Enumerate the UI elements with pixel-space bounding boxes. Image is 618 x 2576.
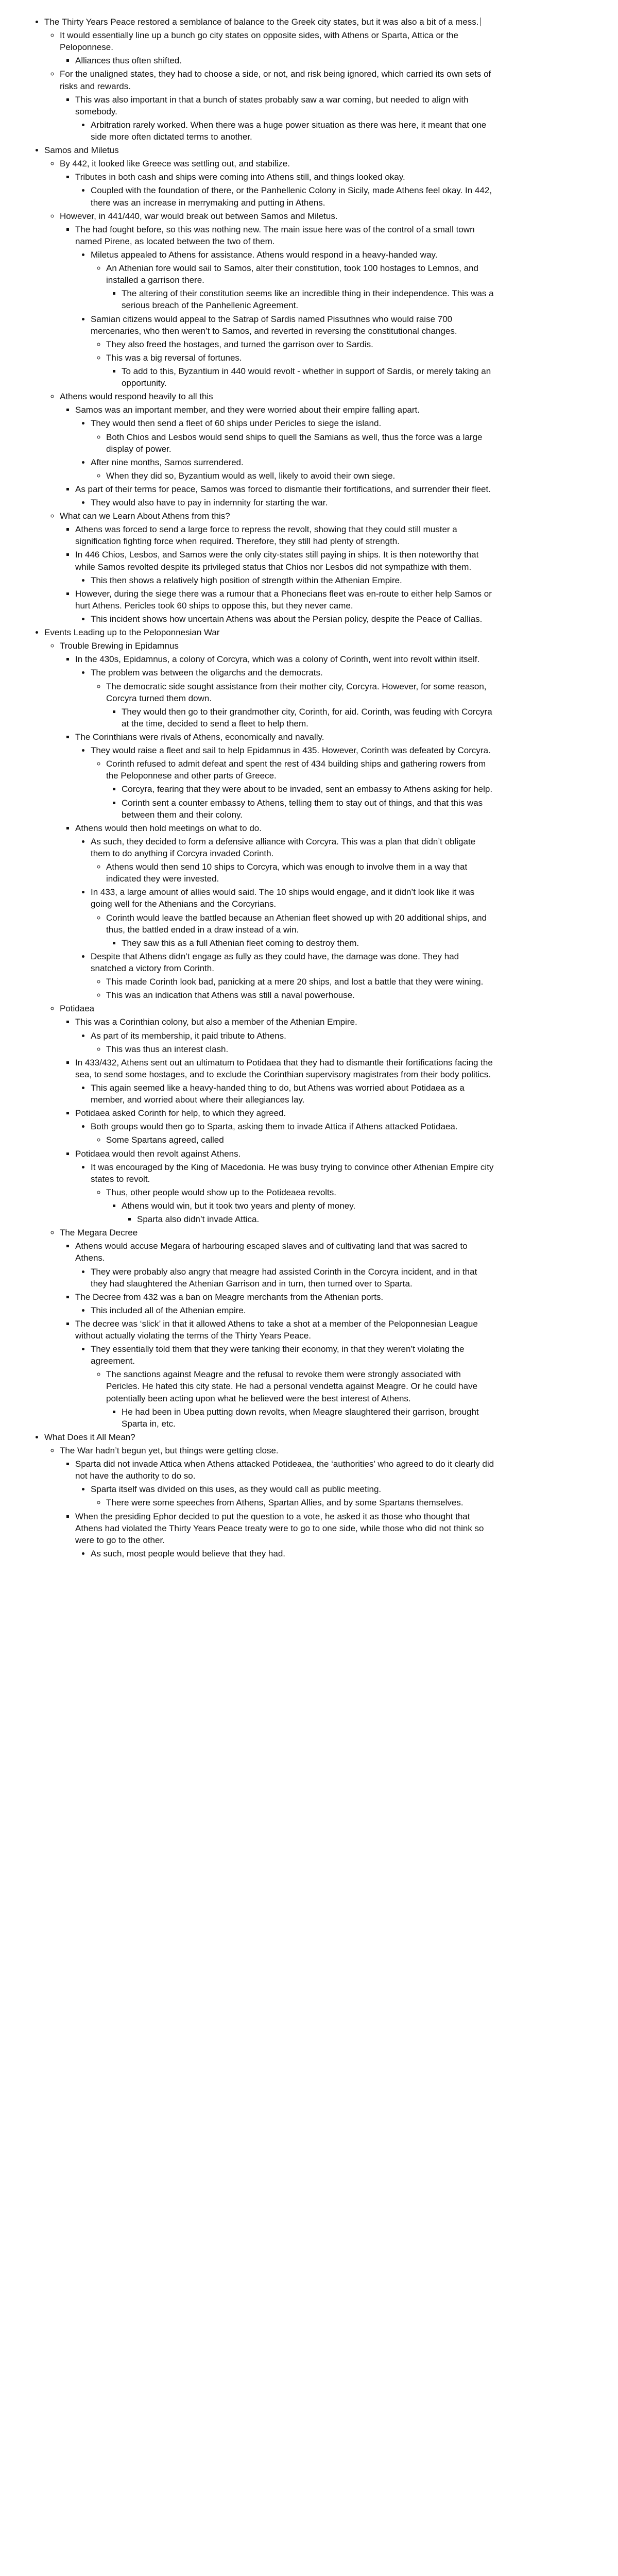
outline-sublist xyxy=(60,55,494,66)
outline-item-level-1 xyxy=(60,510,494,625)
outline-item-level-3 xyxy=(91,1082,494,1106)
outline-item-text[interactable]: As such, most people would believe that they had. xyxy=(91,1548,286,1558)
outline-item-text[interactable]: They were probably also angry that meagre had assisted Corinth in the Corcyra incident, and in that they had slaughtered the Athenian Garrison and in turn, then turned over to Sparta. xyxy=(91,1266,477,1289)
outline-item-level-2 xyxy=(75,1458,494,1509)
outline-item-level-3 xyxy=(91,456,494,482)
outline-item-level-2 xyxy=(75,731,494,821)
outline-item-text[interactable]: This included all of the Athenian empire. xyxy=(91,1305,246,1315)
outline-item-text[interactable]: Athens would then send 10 ships to Corcyra, which was enough to involve them in a way that indicated they were invested. xyxy=(106,862,468,884)
outline-sublist xyxy=(75,613,494,625)
outline-item-text[interactable]: As part of their terms for peace, Samos was forced to dismantle their fortifications, and surrender their fleet. xyxy=(75,484,491,494)
outline-sublist xyxy=(75,1161,494,1226)
outline-item-level-2 xyxy=(75,549,494,586)
outline-item-text[interactable]: They would raise a fleet and sail to help Epidamnus in 435. However, Corinth was defeated by Corcyra. xyxy=(91,745,491,756)
outline-sublist xyxy=(75,184,494,208)
outline-item-text[interactable]: Potidaea asked Corinth for help, to which they agreed. xyxy=(75,1108,286,1118)
outline-item-level-2 xyxy=(75,1318,494,1430)
outline-item-text[interactable]: The Megara Decree xyxy=(60,1228,138,1238)
outline-item-level-4 xyxy=(106,1497,494,1509)
outline-item-level-4 xyxy=(106,861,494,885)
outline-item-text[interactable]: The Thirty Years Peace restored a semblance of balance to the Greek city states, but it was also a bit of a mess. xyxy=(44,17,479,27)
outline-sublist xyxy=(106,783,494,820)
outline-item-level-0 xyxy=(44,626,494,1430)
outline-item-level-2 xyxy=(75,523,494,547)
outline-item-text[interactable]: This was a big reversal of fortunes. xyxy=(106,352,242,363)
outline-item-level-3 xyxy=(91,951,494,1001)
outline-item-level-4 xyxy=(106,912,494,949)
outline-item-text[interactable]: To add to this, Byzantium in 440 would revolt - whether in support of Sardis, or merely taking an opportunity. xyxy=(122,366,491,388)
outline-item-level-2 xyxy=(75,224,494,389)
outline-sublist xyxy=(75,1121,494,1146)
outline-item-level-1 xyxy=(60,391,494,509)
outline-item-level-4 xyxy=(106,352,494,389)
outline-item-text[interactable]: It was encouraged by the King of Macedonia. He was busy trying to convince other Athenian Empire city states to revolt. xyxy=(91,1162,494,1184)
outline-item-level-3 xyxy=(91,1483,494,1509)
outline-item-text[interactable]: The decree was ‘slick’ in that it allowed Athens to take a shot at a member of the Peloponnesian League without actually violating the terms of the Thirty Years Peace. xyxy=(75,1318,478,1341)
outline-item-text[interactable]: This was an indication that Athens was still a naval powerhouse. xyxy=(106,990,355,1001)
outline-sublist xyxy=(106,287,494,311)
outline-sublist xyxy=(91,338,494,389)
outline-item-text[interactable]: Sparta did not invade Attica when Athens attacked Potideaea, the ‘authorities’ who agreed to do it clearly did not have the authority to do so. xyxy=(75,1459,494,1481)
outline-sublist xyxy=(91,758,494,821)
outline-item-text[interactable]: This again seemed like a heavy-handed thing to do, but Athens was worried about Potidaea as a member, and worried about where their allegiances lay. xyxy=(91,1082,465,1105)
outline-item-level-5 xyxy=(122,287,494,311)
outline-sublist xyxy=(75,1304,494,1316)
outline-sublist xyxy=(91,470,494,482)
outline-sublist xyxy=(122,1213,494,1225)
outline-item-level-4 xyxy=(106,681,494,730)
outline-item-text[interactable]: When the presiding Ephor decided to put the question to a vote, he asked it as those who thought that Athens had violated the Thirty Years Peace treaty were to go to one side, while those who did not think so were to go to the other. xyxy=(75,1511,484,1545)
outline-item-level-3 xyxy=(91,574,494,586)
outline-sublist xyxy=(44,640,494,1430)
outline-item-text[interactable]: Sparta itself was divided on this uses, as they would call as public meeting. xyxy=(91,1484,382,1495)
outline-sublist xyxy=(44,158,494,625)
outline-sublist xyxy=(44,29,494,143)
outline-item-text[interactable]: After nine months, Samos surrendered. xyxy=(91,457,244,467)
outline-item-level-3 xyxy=(91,417,494,454)
outline-item-text[interactable]: What can we Learn About Athens from this? xyxy=(60,511,230,521)
outline-item-text[interactable]: The altering of their constitution seems like an incredible thing in their independence. This was a serious breach of the Panhellenic Agreement. xyxy=(122,289,494,311)
outline-item-text[interactable]: This was a Corinthian colony, but also a member of the Athenian Empire. xyxy=(75,1017,357,1027)
outline-item-text[interactable]: They would then send a fleet of 60 ships under Pericles to siege the island. xyxy=(91,418,382,429)
outline-item-text[interactable]: The problem was between the oligarchs and the democrats. xyxy=(91,668,323,678)
outline-sublist xyxy=(91,912,494,949)
outline-item-level-2 xyxy=(75,1016,494,1055)
outline-item-level-1 xyxy=(60,210,494,389)
outline-item-level-3 xyxy=(91,313,494,389)
outline-sublist xyxy=(60,653,494,1001)
outline-sublist xyxy=(106,937,494,949)
outline-item-level-3 xyxy=(91,1161,494,1226)
outline-item-text[interactable]: This was thus an interest clash. xyxy=(106,1044,229,1054)
outline-item-text[interactable]: This then shows a relatively high position of strength within the Athenian Empire. xyxy=(91,575,402,585)
outline-item-level-4 xyxy=(106,1134,494,1146)
outline-sublist xyxy=(75,1030,494,1055)
outline-item-text[interactable]: In 433, a large amount of allies would said. The 10 ships would engage, and it didn’t look like it was going well for the Athenians and the Corcyrians. xyxy=(91,887,475,909)
outline-sublist xyxy=(75,1548,494,1560)
outline-item-level-4 xyxy=(106,989,494,1001)
outline-item-text[interactable]: Athens would accuse Megara of harbouring escaped slaves and of cultivating land that was sacred to Athens. xyxy=(75,1241,468,1263)
outline-item-text[interactable]: The had fought before, so this was nothing new. The main issue here was of the control of a small town named Pirene, as located between the two of them. xyxy=(75,224,475,246)
outline-item-text[interactable]: Corinth sent a counter embassy to Athens, telling them to stay out of things, and that this was between them and their colony. xyxy=(122,798,483,820)
outline-sublist xyxy=(91,1368,494,1430)
outline-sublist xyxy=(75,1483,494,1509)
outline-item-level-2 xyxy=(75,822,494,1002)
outline-sublist xyxy=(75,574,494,586)
outline-item-level-2 xyxy=(75,1291,494,1316)
outline-item-level-4 xyxy=(106,976,494,988)
outline-item-level-0 xyxy=(44,144,494,625)
outline-sublist xyxy=(60,94,494,143)
outline-item-text[interactable]: The Decree from 432 was a ban on Meagre merchants from the Athenian ports. xyxy=(75,1292,384,1302)
outline-item-text[interactable]: This incident shows how uncertain Athens was about the Persian policy, despite the Peace of Callias. xyxy=(91,614,483,624)
outline-sublist xyxy=(91,1187,494,1225)
outline-item-level-0 xyxy=(44,1431,494,1560)
outline-item-level-2 xyxy=(75,483,494,509)
outline-sublist xyxy=(75,744,494,821)
outline-item-level-3 xyxy=(91,886,494,949)
outline-sublist xyxy=(75,119,494,143)
outline-item-text[interactable]: They essentially told them that they were tanking their economy, in that they weren’t violating the agreement. xyxy=(91,1344,465,1366)
outline-item-text[interactable]: Samos and Miletus xyxy=(44,145,119,156)
outline-sublist xyxy=(60,171,494,208)
outline-sublist xyxy=(60,1016,494,1225)
outline-item-level-3 xyxy=(91,1266,494,1290)
outline-item-text[interactable]: Despite that Athens didn’t engage as fully as they could have, the damage was done. They had snatched a victory from Corinth. xyxy=(91,951,459,973)
outline-item-text[interactable]: Both groups would then go to Sparta, asking them to invade Attica if Athens attacked Potidaea. xyxy=(91,1122,458,1132)
outline-item-text[interactable]: It would essentially line up a bunch go city states on opposite sides, with Athens or Sparta, Attica or the Peloponnese. xyxy=(60,30,458,53)
outline-item-text[interactable]: When they did so, Byzantium would as well, likely to avoid their own siege. xyxy=(106,470,396,481)
outline-item-text[interactable]: Potidaea xyxy=(60,1004,95,1014)
outline-item-level-4 xyxy=(106,338,494,350)
outline-item-text[interactable]: What Does it All Mean? xyxy=(44,1432,135,1442)
outline-sublist xyxy=(75,249,494,389)
outline-item-text[interactable]: Corcyra, fearing that they were about to be invaded, sent an embassy to Athens asking for help. xyxy=(122,784,493,794)
outline-sublist xyxy=(75,417,494,482)
outline-item-level-3 xyxy=(91,836,494,885)
outline-sublist xyxy=(91,1134,494,1146)
outline-item-level-5 xyxy=(122,937,494,949)
outline-item-level-2 xyxy=(75,1057,494,1106)
outline-item-level-1 xyxy=(60,1445,494,1560)
outline-item-text[interactable]: Tributes in both cash and ships were coming into Athens still, and things looked okay. xyxy=(75,172,405,182)
outline-item-text[interactable]: Thus, other people would show up to the Potideaea revolts. xyxy=(106,1187,337,1197)
outline-item-text[interactable]: In the 430s, Epidamnus, a colony of Corcyra, which was a colony of Corinth, went into revolt within itself. xyxy=(75,654,480,665)
outline-item-level-3 xyxy=(91,497,494,509)
outline-item-level-5 xyxy=(122,1406,494,1430)
outline-item-level-2 xyxy=(75,404,494,482)
outline-item-text[interactable]: They would then go to their grandmother city, Corinth, for aid. Corinth, was feuding with Corcyra at the time, decided to send a fleet to help them. xyxy=(122,706,492,728)
outline-sublist xyxy=(91,1497,494,1509)
outline-sublist xyxy=(75,836,494,1001)
outline-item-level-2 xyxy=(75,653,494,730)
outline-item-text[interactable]: Athens would then hold meetings on what to do. xyxy=(75,823,262,833)
outline-sublist xyxy=(75,1082,494,1106)
outline-item-level-6 xyxy=(137,1213,494,1225)
outline-item-text[interactable]: He had been in Ubea putting down revolts, when Meagre slaughtered their garrison, brought Sparta in, etc. xyxy=(122,1406,479,1429)
outline-item-text[interactable]: The War hadn’t begun yet, but things were getting close. xyxy=(60,1446,279,1456)
outline-item-text[interactable]: Samos was an important member, and they were worried about their empire falling apart. xyxy=(75,405,420,415)
outline-item-level-1 xyxy=(60,1003,494,1225)
outline-item-text[interactable]: However, in 441/440, war would break out between Samos and Miletus. xyxy=(60,211,338,221)
outline-item-level-2 xyxy=(75,588,494,625)
outline-sublist xyxy=(91,431,494,455)
outline-item-text[interactable]: They would also have to pay in indemnity for starting the war. xyxy=(91,498,328,508)
outline-item-level-2 xyxy=(75,1148,494,1226)
outline-item-text[interactable]: There were some speeches from Athens, Spartan Allies, and by some Spartans themselves. xyxy=(106,1498,464,1508)
outline-item-level-1 xyxy=(60,158,494,208)
outline-item-text[interactable]: They saw this as a full Athenian fleet coming to destroy them. xyxy=(122,938,359,948)
outline-item-text[interactable]: Corinth refused to admit defeat and spent the rest of 434 building ships and gathering rowers from the Peloponnese and other parts of Greece. xyxy=(106,759,486,781)
outline-item-text[interactable]: In 433/432, Athens sent out an ultimatum to Potidaea that they had to dismantle their fortifications facing the sea, to send some hostages, and to exclude the Corinthian supervisory magistrates from their body politics. xyxy=(75,1057,493,1079)
outline-item-level-3 xyxy=(91,184,494,208)
outline-sublist xyxy=(60,523,494,625)
outline-item-text[interactable]: Corinth would leave the battled because an Athenian fleet showed up with 20 additional ships, and thus, the battled ended in a draw instead of a win. xyxy=(106,912,487,935)
outline-sublist xyxy=(75,497,494,509)
outline-item-text[interactable]: Events Leading up to the Peloponnesian War xyxy=(44,628,220,638)
outline-sublist xyxy=(60,224,494,389)
outline-item-level-5 xyxy=(122,783,494,795)
outline-sublist xyxy=(75,667,494,730)
outline-sublist xyxy=(106,1200,494,1225)
outline-item-text[interactable]: For the unaligned states, they had to choose a side, or not, and risk being ignored, which carried its own sets of risks and rewards. xyxy=(60,69,491,91)
outline-sublist xyxy=(106,1406,494,1430)
outline-item-level-4 xyxy=(106,470,494,482)
outline-item-text[interactable]: Coupled with the foundation of there, or the Panhellenic Colony in Sicily, made Athens feel okay. In 442, there was an increase in merrymaking and putting in Athens. xyxy=(91,185,492,208)
outline-item-text[interactable]: Miletus appealed to Athens for assistance. Athens would respond in a heavy-handed way. xyxy=(91,249,438,260)
outline-item-text[interactable]: As part of its membership, it paid tribute to Athens. xyxy=(91,1030,286,1041)
outline-sublist xyxy=(44,1445,494,1560)
outline-item-text[interactable]: Potidaea would then revolt against Athens. xyxy=(75,1148,241,1159)
outline-item-level-0 xyxy=(44,16,494,143)
outline-sublist xyxy=(106,365,494,389)
outline-item-level-4 xyxy=(106,1187,494,1225)
outline-item-level-1 xyxy=(60,640,494,1001)
outline-sublist xyxy=(60,1458,494,1560)
outline-item-level-2 xyxy=(75,171,494,208)
outline-item-level-2 xyxy=(75,94,494,143)
outline-item-text[interactable]: Samian citizens would appeal to the Satrap of Sardis named Pissuthnes who would raise 700 mercenaries, who then weren’t to Samos, and reverted in reversing the constitutional changes. xyxy=(91,314,457,336)
outline-sublist xyxy=(106,706,494,730)
outline-item-level-1 xyxy=(60,29,494,66)
outline-item-text[interactable]: This was also important in that a bunch of states probably saw a war coming, but needed to align with somebody. xyxy=(75,94,469,116)
outline-list xyxy=(32,16,494,1560)
outline-item-level-2 xyxy=(75,1511,494,1560)
outline-item-text[interactable]: Both Chios and Lesbos would send ships to quell the Samians as well, thus the force was a large display of power. xyxy=(106,432,483,454)
outline-item-level-4 xyxy=(106,1043,494,1055)
outline-item-level-4 xyxy=(106,1368,494,1430)
outline-item-text[interactable]: Athens was forced to send a large force to repress the revolt, showing that they could still muster a signification fighting force when required. Therefore, they still had plenty of strength. xyxy=(75,524,457,547)
outline-item-level-5 xyxy=(122,1200,494,1225)
outline-item-level-1 xyxy=(60,68,494,143)
outline-item-text[interactable]: An Athenian fore would sail to Samos, alter their constitution, took 100 hostages to Lemnos, and installed a garrison there. xyxy=(106,263,478,285)
outline-item-level-4 xyxy=(106,758,494,821)
outline-item-level-3 xyxy=(91,613,494,625)
outline-item-level-3 xyxy=(91,1121,494,1146)
outline-sublist xyxy=(75,1343,494,1430)
outline-item-text[interactable]: Arbitration rarely worked. When there was a huge power situation as there was here, it meant that one side more often dictated terms to another. xyxy=(91,120,487,142)
outline-item-text[interactable]: This made Corinth look bad, panicking at a mere 20 ships, and lost a battle that they were wining. xyxy=(106,977,484,987)
outline-item-level-5 xyxy=(122,797,494,821)
outline-item-level-3 xyxy=(91,119,494,143)
outline-item-level-4 xyxy=(106,431,494,455)
outline-item-text[interactable]: In 446 Chios, Lesbos, and Samos were the only city-states still paying in ships. It is then noteworthy that while Samos revolted despite its privileged status that Chios nor Lesbos did not sympathize with them. xyxy=(75,550,479,572)
outline-sublist xyxy=(91,861,494,885)
outline-sublist xyxy=(91,681,494,730)
outline-item-level-1 xyxy=(60,1227,494,1430)
outline-item-level-2 xyxy=(75,1107,494,1146)
outline-item-text[interactable]: Alliances thus often shifted. xyxy=(75,56,182,66)
outline-item-text[interactable]: The democratic side sought assistance from their mother city, Corcyra. However, for some reason, Corcyra turned them down. xyxy=(106,681,487,703)
outline-sublist xyxy=(91,976,494,1001)
outline-sublist xyxy=(60,1240,494,1430)
outline-item-level-3 xyxy=(91,1548,494,1560)
outline-item-level-3 xyxy=(91,1343,494,1430)
outline-item-text[interactable]: By 442, it looked like Greece was settling out, and stabilize. xyxy=(60,159,290,169)
outline-item-text[interactable]: They also freed the hostages, and turned the garrison over to Sardis. xyxy=(106,339,373,349)
outline-item-text[interactable]: The Corinthians were rivals of Athens, economically and navally. xyxy=(75,732,324,742)
outline-item-level-2 xyxy=(75,1240,494,1289)
outline-item-text[interactable]: The sanctions against Meagre and the refusal to revoke them were strongly associated with Pericles. He hated this city state. He had a personal vendetta against Meagre. Or he could have potentially been acting upon what he believed were the best interest of Athens. xyxy=(106,1369,478,1403)
outline-item-text[interactable]: Athens would respond heavily to all this xyxy=(60,392,213,402)
outline-item-text[interactable]: Trouble Brewing in Epidamnus xyxy=(60,641,179,651)
outline-item-level-4 xyxy=(106,262,494,311)
outline-item-level-3 xyxy=(91,249,494,312)
outline-sublist xyxy=(75,1266,494,1290)
outline-item-level-3 xyxy=(91,667,494,730)
outline-item-level-5 xyxy=(122,706,494,730)
outline-item-level-5 xyxy=(122,365,494,389)
outline-item-text[interactable]: As such, they decided to form a defensive alliance with Corcyra. This was a plan that didn’t obligate them to do anything if Corcyra invaded Corinth. xyxy=(91,836,476,858)
outline-item-text[interactable]: However, during the siege there was a rumour that a Phonecians fleet was en-route to either help Samos or hurt Athens. Pericles took 60 ships to oppose this, but they never came. xyxy=(75,588,492,611)
outline-item-text[interactable]: Athens would win, but it took two years and plenty of money. xyxy=(122,1200,356,1211)
outline-item-level-3 xyxy=(91,744,494,821)
outline-item-text[interactable]: Some Spartans agreed, called xyxy=(106,1135,224,1145)
outline-item-level-3 xyxy=(91,1304,494,1316)
outline-sublist xyxy=(91,1043,494,1055)
outline-sublist xyxy=(60,404,494,509)
outline-sublist xyxy=(91,262,494,311)
outline-item-text[interactable]: Sparta also didn’t invade Attica. xyxy=(137,1214,260,1225)
outline-item-level-2 xyxy=(75,55,494,66)
outline-item-level-3 xyxy=(91,1030,494,1055)
